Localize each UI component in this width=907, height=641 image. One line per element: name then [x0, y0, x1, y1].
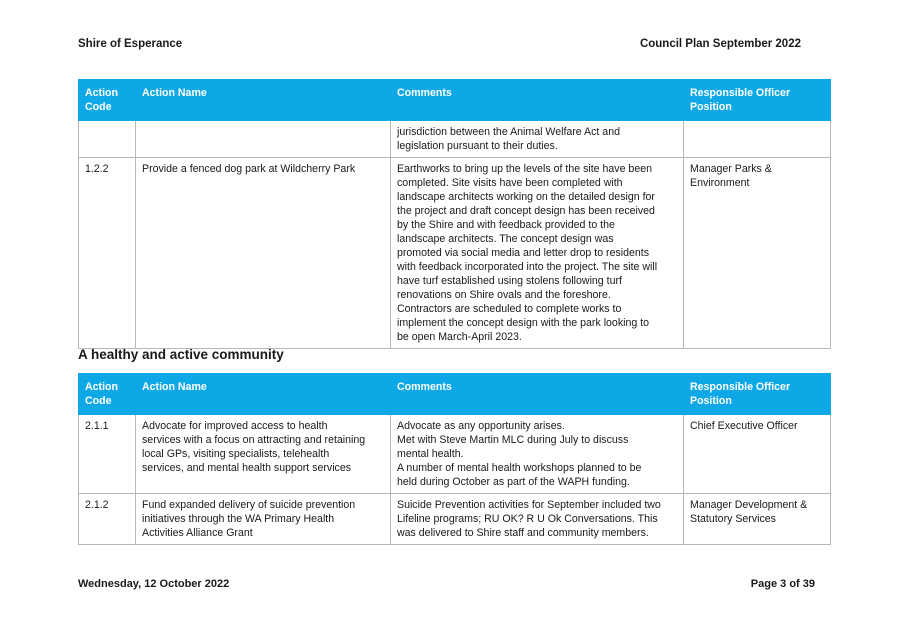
cell-action-code: 1.2.2 — [79, 158, 136, 349]
section-heading: A healthy and active community — [78, 347, 284, 362]
cell-action-code — [79, 121, 136, 158]
header-action-code: Action Code — [79, 80, 136, 121]
header-responsible-officer: Responsible Officer Position — [684, 80, 831, 121]
cell-responsible-officer: Chief Executive Officer — [684, 415, 831, 494]
cell-responsible-officer — [684, 121, 831, 158]
table-row — [79, 494, 831, 545]
action-table-2 — [78, 373, 831, 545]
page-footer — [78, 578, 815, 590]
cell-responsible-officer: Manager Development & Statutory Services — [684, 494, 831, 545]
report-date: Wednesday, 12 October 2022 — [78, 578, 230, 590]
table-header-row — [79, 80, 831, 121]
header-comments: Comments — [391, 80, 684, 121]
table-row — [79, 158, 831, 349]
cell-comments: Earthworks to bring up the levels of the site have been completed. Site visits have been completed with landscape architects working on the detailed design for the project and draft concept design has been received by the Shire and with feedback provided to the landscape architects. The concept design was promoted via social media and letter drop to residents with feedback incorporated into the project. The site will have turf established using stolens following turf renovations on Shire ovals and the foreshore. Contractors are scheduled to complete works to implement the concept design with the park looking to be open March-April 2023. — [391, 158, 684, 349]
cell-action-name — [136, 121, 391, 158]
cell-action-name: Advocate for improved access to health services with a focus on attracting and retaining local GPs, visiting specialists, telehealth services, and mental health support services — [136, 415, 391, 494]
action-table-1 — [78, 79, 831, 349]
table-row — [79, 121, 831, 158]
cell-action-code: 2.1.1 — [79, 415, 136, 494]
table-row — [79, 415, 831, 494]
page-header — [78, 38, 801, 50]
page-number: Page 3 of 39 — [750, 578, 815, 590]
table-header-row — [79, 374, 831, 415]
cell-comments: Advocate as any opportunity arises. Met with Steve Martin MLC during July to discuss mental health. A number of mental health workshops planned to be held during October as part of the WAPH funding. — [391, 415, 684, 494]
header-action-name: Action Name — [136, 374, 391, 415]
header-action-name: Action Name — [136, 80, 391, 121]
header-comments: Comments — [391, 374, 684, 415]
cell-action-code: 2.1.2 — [79, 494, 136, 545]
document-title: Council Plan September 2022 — [639, 38, 801, 50]
cell-comments: Suicide Prevention activities for September included two Lifeline programs; RU OK? R U Ok Conversations. This was delivered to Shire staff and community members. — [391, 494, 684, 545]
header-responsible-officer: Responsible Officer Position — [684, 374, 831, 415]
cell-responsible-officer: Manager Parks & Environment — [684, 158, 831, 349]
header-action-code: Action Code — [79, 374, 136, 415]
organisation-name: Shire of Esperance — [78, 38, 183, 50]
cell-action-name: Fund expanded delivery of suicide prevention initiatives through the WA Primary Health Activities Alliance Grant — [136, 494, 391, 545]
cell-action-name: Provide a fenced dog park at Wildcherry Park — [136, 158, 391, 349]
cell-comments: jurisdiction between the Animal Welfare Act and legislation pursuant to their duties. — [391, 121, 684, 158]
